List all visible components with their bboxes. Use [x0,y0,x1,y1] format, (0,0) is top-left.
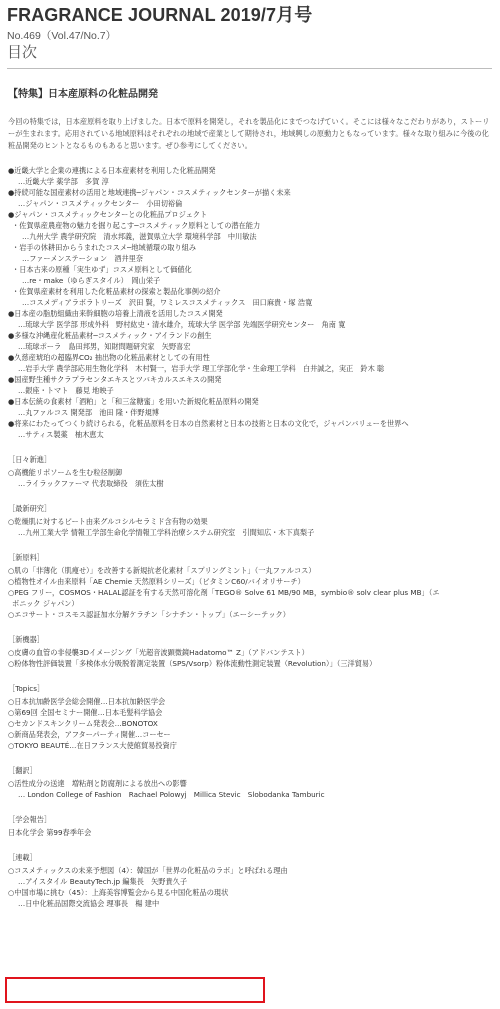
feature-article-title: ●国産野生種サクラプラセンタエキスとツバキカルスエキスの開発 [8,375,222,384]
toc-sections [8,454,490,909]
section-item: ○日本抗加齢医学会総会開催…日本抗加齢医学会 [8,697,166,706]
feature-subarticle-title: ・日本古来の原種「実生ゆず」コスメ原料として価値化 [12,265,192,274]
section-heading: ［翻訳］ [8,766,37,775]
feature-article-author: …コスメディアラボラトリーズ 沢田 賢，ワミレスコスメティックス 田口麻貴・塚 浩寛 [22,298,313,307]
feature-article-title: ●久慈産琥珀の超臨界CO₂ 抽出物の化粧品素材としての有用性 [8,353,210,362]
header-divider [7,68,492,69]
section-item-author: …アイスタイル BeautyTech.jp 編集長 矢野貴久子 [18,877,188,886]
toc-section [8,765,490,800]
section-item: ○乾燥肌に対するビート由来グルコシルセラミド含有物の効果 [8,517,208,526]
feature-article-author: …九州大学 農学研究院 清水邦義，滋賀県立大学 環境科学部 中川敏法 [22,232,257,241]
section-item: ○高機能リポソームを生む粒径制御 [8,468,123,477]
feature-article-list [8,165,490,440]
feature-article-author: …ジャパン・コスメティックセンター 小田切裕倫 [18,199,183,208]
section-heading: ［新原料］ [8,553,44,562]
section-heading: ［学会報告］ [8,815,52,824]
section-item: ○肌の「非薄化（肌痩せ）」を改善する新規抗老化素材「スプリングミント」（一丸ファルコス） [8,566,316,575]
section-heading: ［最新研究］ [8,504,52,513]
section-item-author: …九州工業大学 情報工学部生命化学情報工学科治療システム研究室 引間知広・木下真梨子 [18,528,315,537]
feature-article-author: …銀座・トマト 藤見 地映子 [18,386,114,395]
section-item: ○PEG フリー，COSMOS・HALAL認証を有する天然可溶化剤「TEGO® Solve 61 MB/90 MB，symbio® solv clear plus MB」（エ [8,588,440,597]
journal-title: FRAGRANCE JOURNAL 2019/7月号 [7,5,313,25]
feature-subarticle-title: ・佐賀県産農産物の魅力を掘り起こす─コスメティック原料としての潜在能力 [12,221,261,230]
feature-article-author: …丸ファルコス 開発部 池田 隆・伴野規博 [18,408,159,417]
feature-article-author: …サティス製薬 柚木恵太 [18,430,104,439]
issue-number: No.469（Vol.47/No.7） [7,30,117,42]
section-item: ○皮膚の血管の非侵襲3Dイメージング「光超音波顕微鏡Hadatomo™ Z」（アドバンテスト） [8,648,309,657]
feature-intro: 今回の特集では，日本産原料を取り上げました。日本で原料を開発し，それを製品化にまでつなげていく。そこには様々なこだわりがあり，ストーリーが生まれます。応用されている地域原料はそれぞれの地域で産業として期待され，地域興しの原動力ともなっています。様々な取り組みに今後の化粧品開発のヒントとなるものもあると思います。ぜひ参考にしてください。 [8,117,490,150]
section-item: ○新商品発表会，アフターパーティ開催…コーセー [8,730,171,739]
feature-article-title: ●持続可能な国産素材の活用と地域連携─ジャパン・コスメティックセンターが描く未来 [8,188,291,197]
feature-article-title: ●ジャパン・コスメティックセンターとの化粧品プロジェクト [8,210,208,219]
toc-section [8,503,490,538]
feature-article-title: ●日本産の脂肪組織由来幹細胞の培養上清液を活用したコスメ開発 [8,309,223,318]
feature-article-author: …ファーメンステーション 酒井里奈 [22,254,144,263]
section-item-author: …日中化粧品国際交流協会 理事長 楊 建中 [18,899,160,908]
toc-section [8,852,490,909]
section-heading: ［Topics］ [8,684,45,693]
section-item: ○植物性オイル由来原料「AE Chemie 天然原料シリーズ」（ビタミンC60/バイオリサーチ） [8,577,305,586]
highlight-box [5,977,265,1003]
section-item: ○第69回 全国セミナー開催…日本毛髪科学協会 [8,708,163,717]
feature-article-title: ●日本伝統の食素材「酒粕」と「和三盆糖蜜」を用いた新規化粧品原料の開発 [8,397,259,406]
feature-article-author: …琉球ポーラ 島田邦男，知財問題研究家 矢野喜宏 [18,342,191,351]
feature-article-author: …琉球大学 医学部 形成外科 野村紘史・清水雄介，琉球大学 医学部 先端医学研究センター 角南 寛 [18,320,346,329]
feature-title: 【特集】日本産原料の化粧品開発 [8,89,158,100]
section-heading: ［日々新進］ [8,455,52,464]
page-header [7,4,496,61]
section-item: ○活性成分の送達 増粘剤と防腐剤による放出への影響 [8,779,187,788]
toc-section [8,814,490,838]
feature-article-author: …re・make（ゆらぎスタイル） 岡山栄子 [22,276,161,285]
feature-article-author: …岩手大学 農学部応用生物化学科 木村賢一，岩手大学 理工学部化学・生命理工学科 白井誠之，実正 鈴木 聡 [18,364,385,373]
toc-section [8,552,490,620]
toc-heading: 目次 [7,43,38,61]
toc-content [8,88,490,909]
section-heading: ［新機器］ [8,635,44,644]
feature-article-title: ●近畿大学と企業の連携による日本産素材を利用した化粧品開発 [8,166,216,175]
section-item: ○コスメティックスの未来予想図（4）：韓国が「世界の化粧品のラボ」と呼ばれる理由 [8,866,288,875]
section-item: ○中国市場に挑む（45）：上海美容博覧会から見る中国化粧品の現状 [8,888,229,897]
feature-subarticle-title: ・佐賀県産素材を利用した化粧品素材の探索と製品化事例の紹介 [12,287,221,296]
section-item: ○TOKYO BEAUTÉ…在日フランス大使館貿易投資庁 [8,741,177,750]
section-item: ボニック ジャパン） [12,599,79,608]
section-item-author: …ライラックファーマ 代表取締役 須佐太樹 [18,479,164,488]
feature-subarticle-title: ・岩手の休耕田からうまれたコスメ─地域循環の取り組み [12,243,197,252]
section-heading: ［連載］ [8,853,37,862]
toc-section [8,683,490,751]
feature-article-title: ●将来にわたってつくり続けられる，化粧品原料を日本の自然素材と日本の技術と日本の文化で，ジャパンバリューを世界へ [8,419,409,428]
feature-article-title: ●多様な沖縄産化粧品素材─コスメティック・アイランドの創生 [8,331,212,340]
feature-article-author: …近畿大学 薬学部 多賀 淳 [18,177,109,186]
section-item-author: … London College of Fashion Rachael Polowyj Millica Stevic Slobodanka Tamburic [18,790,325,799]
toc-section [8,634,490,669]
toc-section [8,454,490,489]
section-item: ○粉体物性評価装置「多検体水分吸脱着測定装置（SPS/Vsorp）粉体流動性測定装置（Revolution）」（三洋貿易） [8,659,377,668]
section-item: ○セカンドスキンクリーム発表会…BONOTOX [8,719,158,728]
section-item: 日本化学会 第99春季年会 [8,828,92,837]
section-item: ○エコサート・コスモス認証加水分解ケラチン「シナチン・トップ」（エーシーテック） [8,610,290,619]
